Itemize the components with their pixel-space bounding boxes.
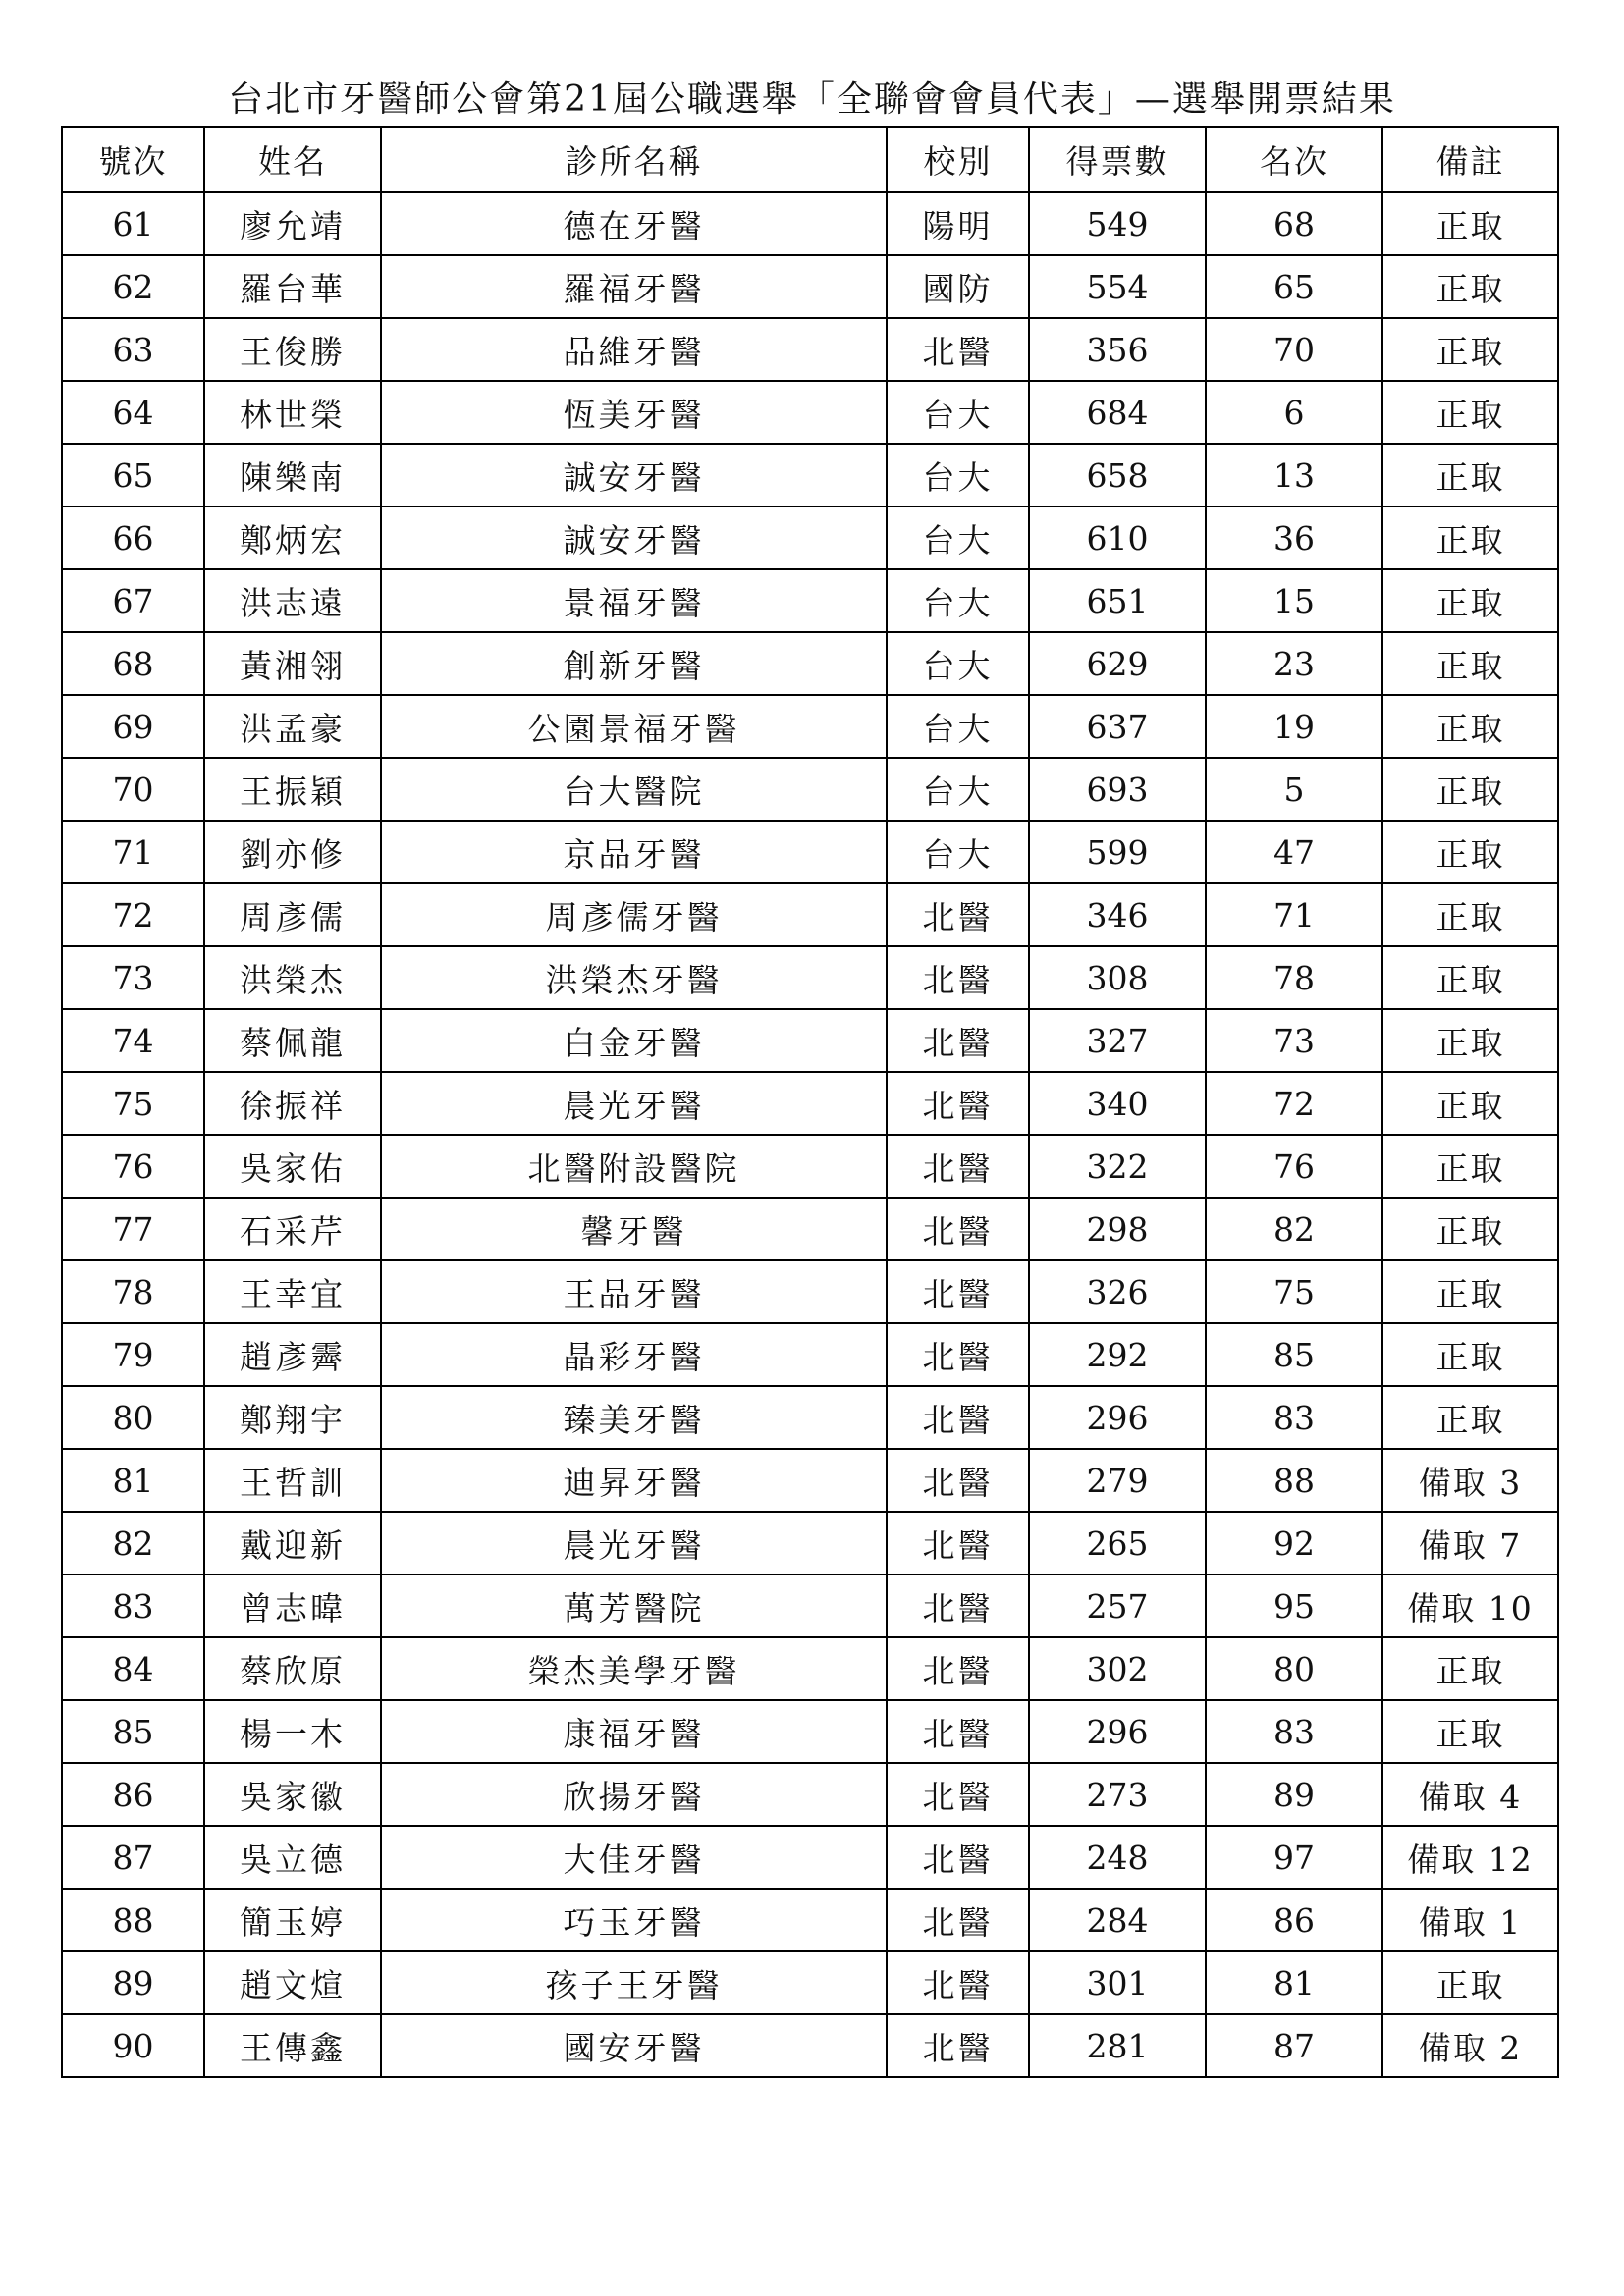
cell-rank: 70 [1206,318,1382,381]
cell-name: 廖允靖 [204,192,381,255]
cell-school: 台大 [887,695,1029,758]
cell-votes: 327 [1029,1009,1206,1072]
cell-name: 洪孟豪 [204,695,381,758]
cell-votes: 326 [1029,1260,1206,1323]
cell-name: 蔡佩龍 [204,1009,381,1072]
cell-school: 台大 [887,758,1029,821]
header-note: 備註 [1382,127,1558,192]
cell-note: 正取 [1382,632,1558,695]
cell-number: 88 [62,1889,204,1951]
cell-rank: 23 [1206,632,1382,695]
cell-clinic: 萬芳醫院 [381,1575,887,1637]
cell-clinic: 白金牙醫 [381,1009,887,1072]
cell-note: 備取 2 [1382,2014,1558,2077]
cell-rank: 87 [1206,2014,1382,2077]
cell-note: 正取 [1382,1072,1558,1135]
cell-rank: 78 [1206,946,1382,1009]
cell-note: 正取 [1382,758,1558,821]
cell-note: 正取 [1382,1135,1558,1198]
cell-name: 簡玉婷 [204,1889,381,1951]
cell-votes: 248 [1029,1826,1206,1889]
table-row [62,1575,1558,1637]
cell-votes: 356 [1029,318,1206,381]
cell-note: 正取 [1382,1009,1558,1072]
cell-votes: 629 [1029,632,1206,695]
cell-clinic: 康福牙醫 [381,1700,887,1763]
cell-note: 正取 [1382,1386,1558,1449]
cell-name: 王傳鑫 [204,2014,381,2077]
cell-number: 61 [62,192,204,255]
cell-school: 北醫 [887,1072,1029,1135]
cell-rank: 13 [1206,444,1382,507]
header-clinic: 診所名稱 [381,127,887,192]
cell-number: 75 [62,1072,204,1135]
cell-name: 吳立德 [204,1826,381,1889]
cell-number: 76 [62,1135,204,1198]
cell-rank: 97 [1206,1826,1382,1889]
cell-number: 67 [62,569,204,632]
cell-school: 台大 [887,632,1029,695]
cell-votes: 265 [1029,1512,1206,1575]
cell-clinic: 巧玉牙醫 [381,1889,887,1951]
cell-clinic: 周彥儒牙醫 [381,883,887,946]
cell-name: 曾志暐 [204,1575,381,1637]
cell-name: 王哲訓 [204,1449,381,1512]
cell-number: 62 [62,255,204,318]
table-row [62,1951,1558,2014]
cell-note: 正取 [1382,507,1558,569]
table-row [62,1198,1558,1260]
cell-clinic: 孩子王牙醫 [381,1951,887,2014]
cell-clinic: 北醫附設醫院 [381,1135,887,1198]
cell-clinic: 馨牙醫 [381,1198,887,1260]
cell-school: 北醫 [887,1826,1029,1889]
cell-clinic: 景福牙醫 [381,569,887,632]
cell-rank: 47 [1206,821,1382,883]
cell-clinic: 洪榮杰牙醫 [381,946,887,1009]
cell-school: 北醫 [887,1889,1029,1951]
table-row [62,1386,1558,1449]
cell-number: 78 [62,1260,204,1323]
cell-clinic: 國安牙醫 [381,2014,887,2077]
cell-votes: 298 [1029,1198,1206,1260]
cell-votes: 658 [1029,444,1206,507]
table-row [62,444,1558,507]
header-number: 號次 [62,127,204,192]
cell-clinic: 誠安牙醫 [381,507,887,569]
cell-rank: 72 [1206,1072,1382,1135]
cell-number: 71 [62,821,204,883]
cell-name: 王俊勝 [204,318,381,381]
cell-name: 洪志遠 [204,569,381,632]
cell-note: 備取 12 [1382,1826,1558,1889]
cell-note: 正取 [1382,1951,1558,2014]
cell-note: 正取 [1382,695,1558,758]
cell-clinic: 德在牙醫 [381,192,887,255]
cell-note: 正取 [1382,1260,1558,1323]
cell-votes: 322 [1029,1135,1206,1198]
cell-clinic: 欣揚牙醫 [381,1763,887,1826]
cell-number: 68 [62,632,204,695]
table-header-row [62,127,1558,192]
results-table [61,126,1559,2078]
table-row [62,1889,1558,1951]
table-row [62,1826,1558,1889]
cell-clinic: 台大醫院 [381,758,887,821]
cell-name: 鄭炳宏 [204,507,381,569]
cell-rank: 89 [1206,1763,1382,1826]
cell-rank: 83 [1206,1700,1382,1763]
cell-rank: 82 [1206,1198,1382,1260]
cell-number: 66 [62,507,204,569]
cell-note: 備取 10 [1382,1575,1558,1637]
table-body [62,192,1558,2077]
cell-school: 北醫 [887,1763,1029,1826]
table-row [62,1072,1558,1135]
cell-school: 北醫 [887,318,1029,381]
cell-school: 北醫 [887,1637,1029,1700]
cell-note: 正取 [1382,1323,1558,1386]
cell-votes: 554 [1029,255,1206,318]
cell-name: 石采芹 [204,1198,381,1260]
cell-votes: 340 [1029,1072,1206,1135]
cell-rank: 73 [1206,1009,1382,1072]
cell-clinic: 京品牙醫 [381,821,887,883]
cell-name: 鄭翔宇 [204,1386,381,1449]
table-row [62,1260,1558,1323]
cell-votes: 296 [1029,1700,1206,1763]
cell-clinic: 誠安牙醫 [381,444,887,507]
cell-clinic: 臻美牙醫 [381,1386,887,1449]
cell-number: 85 [62,1700,204,1763]
cell-rank: 76 [1206,1135,1382,1198]
cell-number: 72 [62,883,204,946]
cell-school: 北醫 [887,946,1029,1009]
cell-school: 北醫 [887,1386,1029,1449]
cell-name: 吳家徽 [204,1763,381,1826]
table-row [62,381,1558,444]
cell-rank: 68 [1206,192,1382,255]
cell-name: 趙文煊 [204,1951,381,2014]
table-row [62,758,1558,821]
cell-school: 北醫 [887,2014,1029,2077]
cell-number: 84 [62,1637,204,1700]
cell-school: 北醫 [887,1135,1029,1198]
cell-name: 趙彥霽 [204,1323,381,1386]
cell-number: 79 [62,1323,204,1386]
cell-votes: 693 [1029,758,1206,821]
cell-name: 蔡欣原 [204,1637,381,1700]
cell-school: 台大 [887,821,1029,883]
cell-rank: 6 [1206,381,1382,444]
cell-votes: 599 [1029,821,1206,883]
cell-clinic: 大佳牙醫 [381,1826,887,1889]
cell-clinic: 恆美牙醫 [381,381,887,444]
cell-name: 徐振祥 [204,1072,381,1135]
cell-number: 65 [62,444,204,507]
cell-school: 北醫 [887,1260,1029,1323]
cell-clinic: 品維牙醫 [381,318,887,381]
cell-clinic: 榮杰美學牙醫 [381,1637,887,1700]
table-row [62,2014,1558,2077]
cell-rank: 95 [1206,1575,1382,1637]
cell-votes: 651 [1029,569,1206,632]
cell-number: 74 [62,1009,204,1072]
header-rank: 名次 [1206,127,1382,192]
cell-clinic: 迪昇牙醫 [381,1449,887,1512]
cell-school: 陽明 [887,192,1029,255]
cell-school: 國防 [887,255,1029,318]
cell-school: 台大 [887,569,1029,632]
cell-votes: 301 [1029,1951,1206,2014]
header-school: 校別 [887,127,1029,192]
cell-rank: 15 [1206,569,1382,632]
table-row [62,318,1558,381]
cell-school: 台大 [887,444,1029,507]
cell-school: 北醫 [887,883,1029,946]
cell-number: 77 [62,1198,204,1260]
cell-name: 陳樂南 [204,444,381,507]
cell-school: 北醫 [887,1323,1029,1386]
cell-name: 劉亦修 [204,821,381,883]
cell-clinic: 公園景福牙醫 [381,695,887,758]
cell-school: 北醫 [887,1009,1029,1072]
cell-votes: 257 [1029,1575,1206,1637]
cell-votes: 281 [1029,2014,1206,2077]
cell-school: 北醫 [887,1951,1029,2014]
header-name: 姓名 [204,127,381,192]
table-row [62,1637,1558,1700]
table-row [62,569,1558,632]
cell-name: 周彥儒 [204,883,381,946]
cell-rank: 85 [1206,1323,1382,1386]
cell-number: 83 [62,1575,204,1637]
cell-rank: 71 [1206,883,1382,946]
cell-number: 89 [62,1951,204,2014]
cell-note: 正取 [1382,1700,1558,1763]
cell-name: 林世榮 [204,381,381,444]
cell-number: 70 [62,758,204,821]
cell-name: 楊一木 [204,1700,381,1763]
cell-rank: 5 [1206,758,1382,821]
cell-votes: 292 [1029,1323,1206,1386]
table-row [62,821,1558,883]
table-row [62,1135,1558,1198]
cell-note: 正取 [1382,381,1558,444]
cell-votes: 302 [1029,1637,1206,1700]
cell-rank: 86 [1206,1889,1382,1951]
table-row [62,1449,1558,1512]
page-title: 台北市牙醫師公會第21屆公職選舉「全聯會會員代表」—選舉開票結果 [228,80,1396,120]
cell-number: 69 [62,695,204,758]
table-row [62,1009,1558,1072]
cell-note: 正取 [1382,569,1558,632]
table-row [62,255,1558,318]
cell-number: 90 [62,2014,204,2077]
cell-note: 正取 [1382,444,1558,507]
cell-school: 北醫 [887,1575,1029,1637]
cell-school: 北醫 [887,1449,1029,1512]
cell-number: 87 [62,1826,204,1889]
cell-number: 64 [62,381,204,444]
table-row [62,1763,1558,1826]
cell-name: 羅台華 [204,255,381,318]
cell-name: 王振穎 [204,758,381,821]
cell-name: 洪榮杰 [204,946,381,1009]
cell-school: 台大 [887,381,1029,444]
cell-clinic: 王品牙醫 [381,1260,887,1323]
cell-note: 正取 [1382,318,1558,381]
cell-name: 戴迎新 [204,1512,381,1575]
cell-number: 63 [62,318,204,381]
cell-number: 80 [62,1386,204,1449]
cell-rank: 19 [1206,695,1382,758]
cell-number: 81 [62,1449,204,1512]
cell-name: 王幸宜 [204,1260,381,1323]
cell-note: 備取 3 [1382,1449,1558,1512]
cell-rank: 65 [1206,255,1382,318]
table-row [62,1700,1558,1763]
cell-rank: 81 [1206,1951,1382,2014]
cell-clinic: 晨光牙醫 [381,1512,887,1575]
cell-note: 正取 [1382,255,1558,318]
cell-number: 73 [62,946,204,1009]
cell-rank: 92 [1206,1512,1382,1575]
cell-note: 備取 4 [1382,1763,1558,1826]
cell-clinic: 羅福牙醫 [381,255,887,318]
cell-number: 82 [62,1512,204,1575]
table-row [62,695,1558,758]
header-votes: 得票數 [1029,127,1206,192]
cell-votes: 637 [1029,695,1206,758]
cell-rank: 36 [1206,507,1382,569]
table-row [62,1323,1558,1386]
cell-votes: 296 [1029,1386,1206,1449]
cell-note: 正取 [1382,946,1558,1009]
cell-note: 備取 1 [1382,1889,1558,1951]
table-row [62,632,1558,695]
cell-votes: 610 [1029,507,1206,569]
cell-school: 北醫 [887,1512,1029,1575]
table-row [62,1512,1558,1575]
table-row [62,507,1558,569]
cell-note: 正取 [1382,192,1558,255]
cell-note: 正取 [1382,821,1558,883]
cell-name: 黃湘翎 [204,632,381,695]
cell-votes: 308 [1029,946,1206,1009]
cell-rank: 83 [1206,1386,1382,1449]
cell-school: 北醫 [887,1700,1029,1763]
cell-rank: 75 [1206,1260,1382,1323]
cell-clinic: 創新牙醫 [381,632,887,695]
cell-school: 北醫 [887,1198,1029,1260]
cell-votes: 684 [1029,381,1206,444]
table-row [62,883,1558,946]
cell-note: 正取 [1382,883,1558,946]
cell-rank: 88 [1206,1449,1382,1512]
table-row [62,946,1558,1009]
cell-note: 備取 7 [1382,1512,1558,1575]
table-row [62,192,1558,255]
cell-votes: 284 [1029,1889,1206,1951]
cell-name: 吳家佑 [204,1135,381,1198]
cell-note: 正取 [1382,1637,1558,1700]
cell-number: 86 [62,1763,204,1826]
cell-votes: 273 [1029,1763,1206,1826]
cell-clinic: 晶彩牙醫 [381,1323,887,1386]
cell-clinic: 晨光牙醫 [381,1072,887,1135]
cell-votes: 549 [1029,192,1206,255]
cell-school: 台大 [887,507,1029,569]
cell-votes: 346 [1029,883,1206,946]
cell-note: 正取 [1382,1198,1558,1260]
cell-rank: 80 [1206,1637,1382,1700]
cell-votes: 279 [1029,1449,1206,1512]
